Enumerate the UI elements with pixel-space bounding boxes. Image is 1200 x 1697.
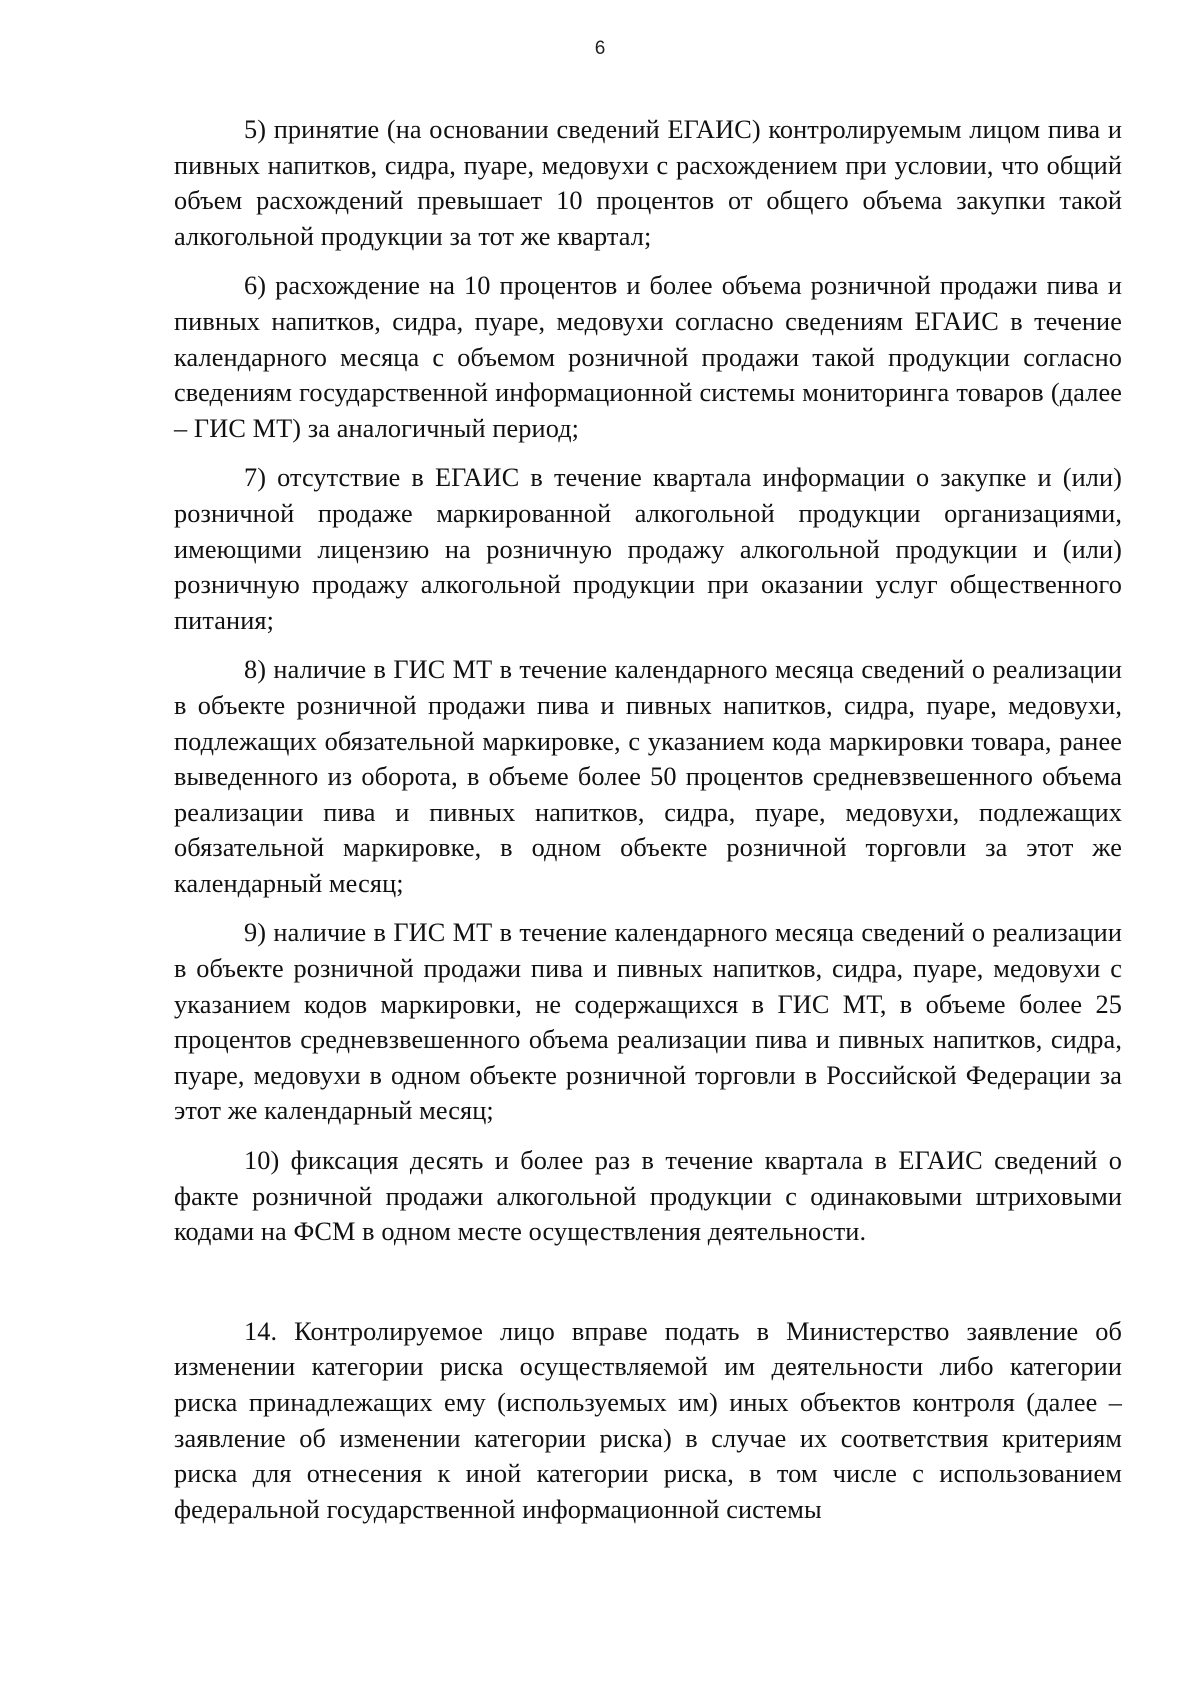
criterion-item-5: 5) принятие (на основании сведений ЕГАИС) контролируемым лицом пива и пивных напитков, сидра, пуаре, медовухи с расхождением при условии, что общий объем расхождений превышает 10 процентов от общего объема закупки такой алкогольной продукции за тот же квартал; [174,115,1122,251]
criterion-item-10: 10) фиксация десять и более раз в течение квартала в ЕГАИС сведений о факте розничной продажи алкогольной продукции с одинаковыми штриховыми кодами на ФСМ в одном месте осуществления деятельности. [174,1146,1122,1247]
criterion-item-6: 6) расхождение на 10 процентов и более объема розничной продажи пива и пивных напитков, сидра, пуаре, медовухи согласно сведениям ЕГАИС в течение календарного месяца с объемом розничной продажи такой продукции согласно сведениям государственной информационной системы мониторинга товаров (далее – ГИС МТ) за аналогичный период; [174,271,1122,443]
clause-14: 14. Контролируемое лицо вправе подать в Министерство заявление об изменении категории риска осуществляемой им деятельности либо категории риска принадлежащих ему (используемых им) иных объектов контроля (далее – заявление об изменении категории риска) в случае их соответствия критериям риска для отнесения к иной категории риска, в том числе с использованием федеральной государственной информационной системы [174,1316,1122,1524]
criterion-item-9: 9) наличие в ГИС МТ в течение календарного месяца сведений о реализации в объекте розничной продажи пива и пивных напитков, сидра, пуаре, медовухи с указанием кодов маркировки, не содержащихся в ГИС МТ, в объеме более 25 процентов средневзвешенного объема реализации пива и пивных напитков, сидра, пуаре, медовухи в одном объекте розничной торговли в Российской Федерации за этот же календарный месяц; [174,918,1122,1126]
page-number: 6 [594,38,606,59]
criterion-item-8: 8) наличие в ГИС МТ в течение календарного месяца сведений о реализации в объекте розничной продажи пива и пивных напитков, сидра, пуаре, медовухи, подлежащих обязательной маркировке, с указанием кода маркировки товара, ранее выведенного из оборота, в объеме более 50 процентов средневзвешенного объема реализации пива и пивных напитков, сидра, пуаре, медовухи, подлежащих обязательной маркировке, в одном объекте розничной торговли за этот же календарный месяц; [174,655,1122,898]
criterion-item-7: 7) отсутствие в ЕГАИС в течение квартала информации о закупке и (или) розничной продаже маркированной алкогольной продукции организациями, имеющими лицензию на розничную продажу алкогольной продукции и (или) розничную продажу алкогольной продукции при оказании услуг общественного питания; [174,463,1122,635]
document-body [174,112,1122,1527]
